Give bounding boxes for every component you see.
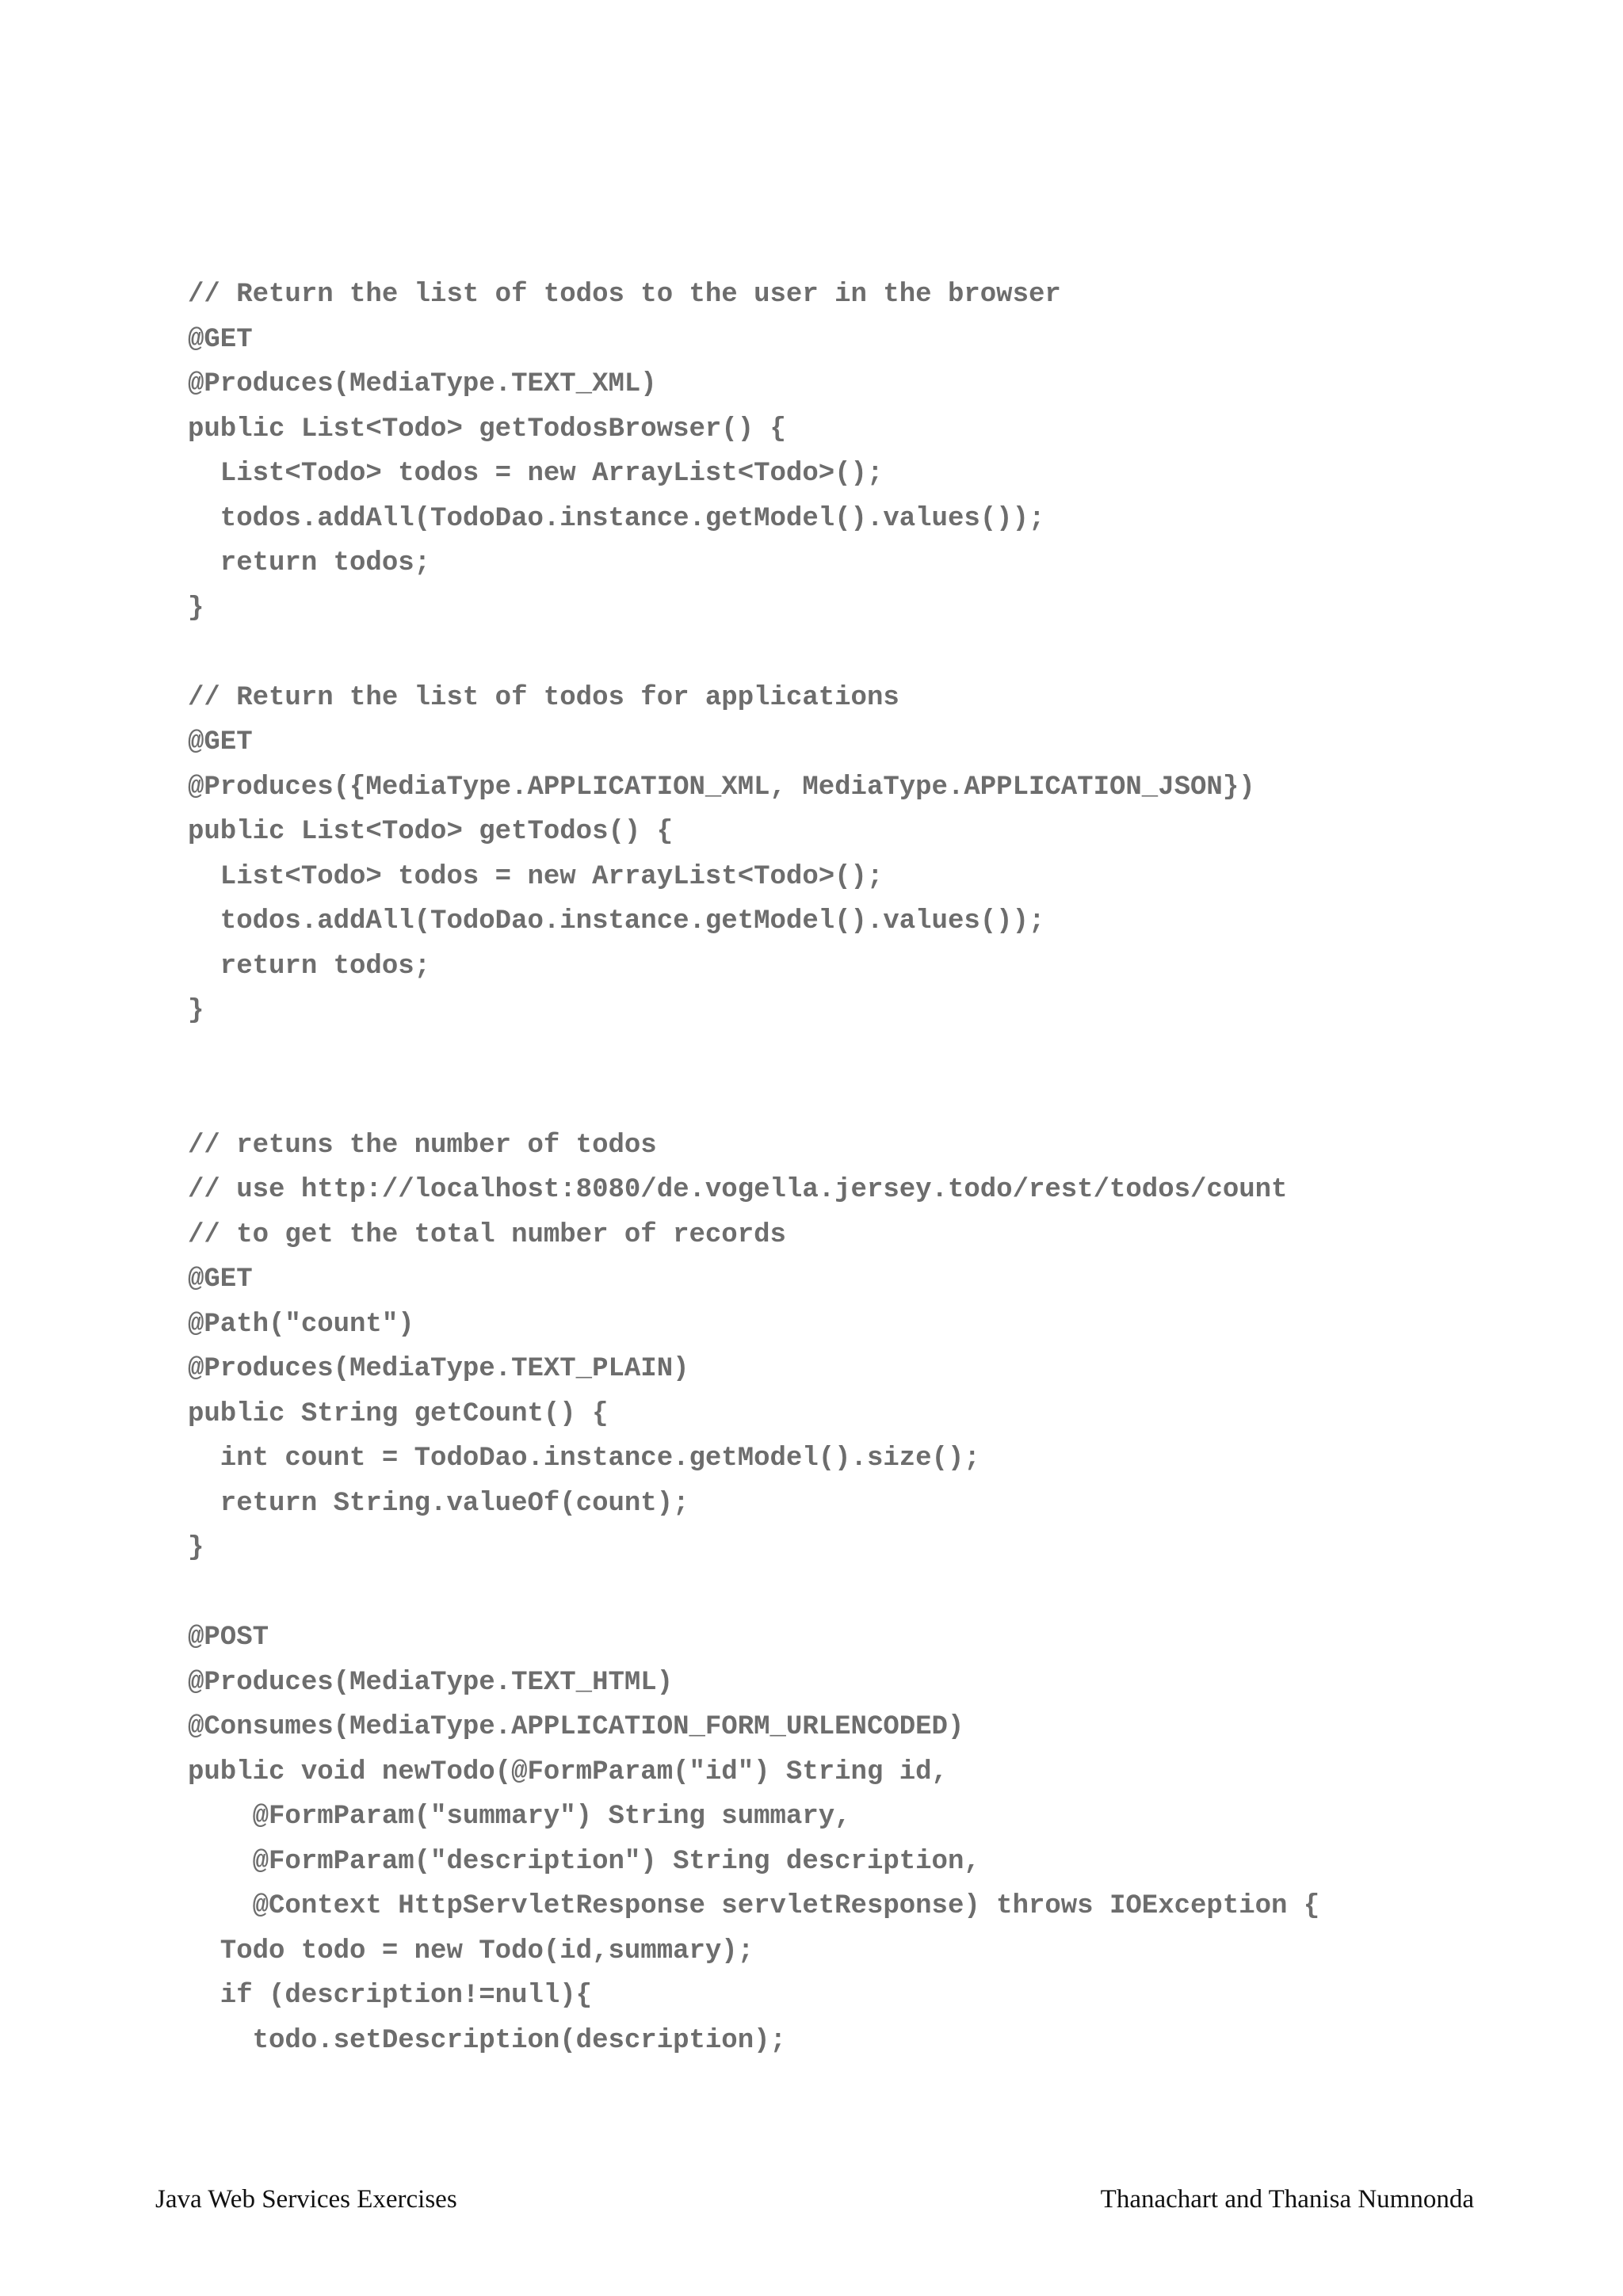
code-line: @POST bbox=[188, 1623, 269, 1653]
code-line: // Return the list of todos to the user in the browser bbox=[188, 280, 1061, 310]
code-line bbox=[188, 631, 1319, 676]
code-line: @GET bbox=[188, 1264, 253, 1295]
code-line bbox=[188, 1571, 1319, 1616]
code-line: int count = TodoDao.instance.getModel().size(); bbox=[188, 1444, 980, 1474]
code-line: public List<Todo> getTodos() { bbox=[188, 817, 674, 847]
code-line: @Produces(MediaType.TEXT_XML) bbox=[188, 369, 657, 399]
code-line: @GET bbox=[188, 727, 253, 757]
code-block bbox=[188, 273, 1319, 2063]
code-line: todo.setDescription(description); bbox=[188, 2025, 786, 2056]
code-line: } bbox=[188, 996, 204, 1026]
code-line: } bbox=[188, 1533, 204, 1563]
code-line: public String getCount() { bbox=[188, 1398, 609, 1429]
code-line: Todo todo = new Todo(id,summary); bbox=[188, 1936, 754, 1966]
code-line: todos.addAll(TodoDao.instance.getModel().values()); bbox=[188, 906, 1045, 936]
code-line bbox=[188, 1078, 1319, 1123]
code-line: // Return the list of todos for applications bbox=[188, 682, 899, 713]
code-line: return todos; bbox=[188, 951, 431, 982]
code-line: todos.addAll(TodoDao.instance.getModel().values()); bbox=[188, 503, 1045, 534]
code-line: @Consumes(MediaType.APPLICATION_FORM_URLENCODED) bbox=[188, 1712, 964, 1742]
code-line: } bbox=[188, 593, 204, 624]
code-line: // retuns the number of todos bbox=[188, 1130, 657, 1161]
code-line: // to get the total number of records bbox=[188, 1219, 786, 1250]
code-line: public List<Todo> getTodosBrowser() { bbox=[188, 414, 786, 444]
code-line: @GET bbox=[188, 324, 253, 355]
code-line: // use http://localhost:8080/de.vogella.jersey.todo/rest/todos/count bbox=[188, 1175, 1288, 1205]
code-line: @Path("count") bbox=[188, 1309, 414, 1340]
code-line: @Context HttpServletResponse servletResponse) throws IOException { bbox=[188, 1891, 1320, 1921]
code-line: return String.valueOf(count); bbox=[188, 1488, 689, 1519]
code-line: @FormParam("summary") String summary, bbox=[188, 1802, 851, 1832]
code-line: @Produces(MediaType.TEXT_PLAIN) bbox=[188, 1354, 689, 1384]
code-line: if (description!=null){ bbox=[188, 1981, 593, 2011]
code-line: @FormParam("description") String description, bbox=[188, 1846, 980, 1877]
code-line bbox=[188, 1034, 1319, 1079]
code-line: @Produces(MediaType.TEXT_HTML) bbox=[188, 1667, 674, 1698]
footer-title: Java Web Services Exercises bbox=[155, 2185, 457, 2214]
footer-authors: Thanachart and Thanisa Numnonda bbox=[1100, 2185, 1474, 2214]
code-line: List<Todo> todos = new ArrayList<Todo>(); bbox=[188, 459, 884, 489]
code-line: @Produces({MediaType.APPLICATION_XML, MediaType.APPLICATION_JSON}) bbox=[188, 772, 1255, 803]
code-line: List<Todo> todos = new ArrayList<Todo>(); bbox=[188, 861, 884, 892]
code-line: return todos; bbox=[188, 548, 431, 578]
code-line: public void newTodo(@FormParam("id") String id, bbox=[188, 1756, 948, 1787]
